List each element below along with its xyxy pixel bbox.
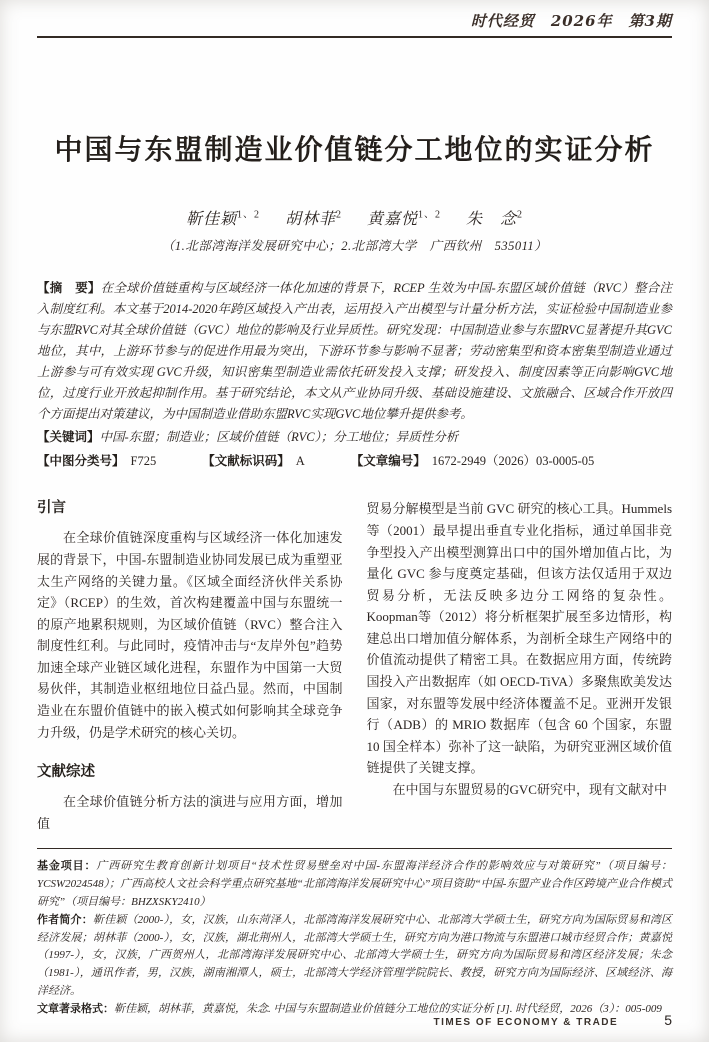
author-line (37, 206, 672, 229)
article-id-group (351, 451, 595, 472)
author (466, 211, 523, 228)
abstract-paragraph (37, 278, 672, 425)
clc-label: 【中图分类号】 (37, 454, 125, 469)
citation-format-label: 文章著录格式： (37, 1002, 114, 1015)
body-columns (37, 498, 672, 834)
affiliation-line: （1.北部湾海洋发展研究中心；2.北部湾大学 广西钦州 535011） (161, 239, 548, 254)
citation-format-text: 靳佳颖，胡林菲，黄嘉悦，朱念. 中国与东盟制造业价值链分工地位的实证分析 [J]. 时代经贸，2026（3）：005-009 (114, 1002, 662, 1015)
keywords-line (37, 427, 672, 448)
funding-text: 广西研究生教育创新计划项目“技术性贸易壁垒对中国-东盟海洋经济合作的影响效应与对策研究”（项目编号：YCSW2024548）；广西高校人文社会科学重点研究基地“北部湾海洋发展研究中心”项目资助“中国-东盟产业合作区跨境产业合作模式研究”（项目编号：BHZXSKY2410） (37, 860, 673, 909)
abstract-label: 【摘 要】 (37, 281, 101, 296)
journal-issue-line: 时代经贸 2026年 第3期 (470, 12, 672, 30)
left-column (37, 498, 343, 834)
clc-group (37, 451, 156, 472)
author (367, 211, 441, 228)
section-heading-introduction: 引言 (37, 500, 66, 517)
article-title: 中国与东盟制造业价值链分工地位的实证分析 (54, 134, 655, 165)
clc-value: F725 (130, 454, 157, 469)
doc-code-value: A (295, 454, 305, 469)
article-id-label: 【文章编号】 (350, 454, 426, 469)
abstract-text: 在全球价值链重构与区域经济一体化加速的背景下，RCEP 生效为中国-东盟区域价值链（RVC）整合注入制度红利。本文基于2014-2020年跨区域投入产出表，运用投入产出模型与计量分析方法，实证检验中国制造业参与东盟RVC对其全球价值链（GVC）地位的影响及行业异质性。研究发现：中国制造业参与东盟RVC显著提升其GVC地位，其中，上游环节参与的促进作用最为突出，下游环节参与影响不显著；劳动密集型和资本密集型制造业通过上游参与可有效实现 GVC升级，知识密集型制造业需依托研发投入支撑；研发投入、制度因素等正向影响GVC地位，过度行业开放起抑制作用。基于研究结论，本文从产业协同升级、基础设施建设、文旅融合、区域合作开放四个方面提出对策建议，为中国制造业借助东盟RVC实现GVC地位攀升提供参考。 (37, 281, 672, 422)
funding-label: 基金项目： (37, 860, 97, 873)
page-footer (37, 1012, 672, 1028)
literature-review-paragraph-2: 在中国与东盟贸易的GVC研究中，现有文献对中 (392, 782, 667, 798)
author-name: 靳佳颖 (185, 211, 237, 229)
footnote-rule (37, 848, 672, 849)
author-bio-label: 作者简介： (37, 913, 93, 926)
header-rule (37, 36, 672, 38)
doc-code-label: 【文献标识码】 (202, 454, 290, 469)
abstract-block (37, 278, 672, 472)
introduction-paragraph: 在全球价值链深度重构与区域经济一体化加速发展的背景下，中国-东盟制造业协同发展已成为重塑亚太生产网络的关键力量。《区域全面经济伙伴关系协定》（RCEP）的生效，首次构建覆盖中国与东盟统一的原产地累积规则，为区域价值链（RVC）整合注入制度性红利。与此同时，疫情冲击与“友岸外包”趋势加速全球产业链区域化进程，东盟作为中国第一大贸易伙伴，其制造业枢纽地位日益凸显。然而，中国制造业在东盟价值链中的嵌入模式如何影响其全球竞争力升级，仍是学术研究的核心关切。 (37, 530, 343, 740)
author-name: 黄嘉悦 (367, 211, 419, 229)
author-affiliation-superscript: 1、2 (236, 210, 260, 221)
doc-code-group (202, 451, 305, 472)
classification-line (37, 451, 672, 472)
author (285, 211, 342, 228)
funding-note (37, 858, 672, 911)
author-name: 朱 念 (466, 211, 518, 229)
literature-review-continuation: 贸易分解模型是当前 GVC 研究的核心工具。Hummels 等（2001）最早提出垂直专业化指标，通过单国非竞争型投入产出模型测算出口中的国外增加值占比，为量化 GVC 参与度奠定基础，但该方法仅适用于双边贸易分析，无法反映多边分工网络的复杂性。Koopman等（2012）将分析框架扩展至多边情形，构建总出口增加值分解体系，为剖析全球生产网络中的价值流动提供了精密工具。在数据应用方面，传统跨国投入产出数据库（如 OECD-TiVA）多聚焦欧美发达国家，对东盟等发展中经济体覆盖不足。亚洲开发银行（ADB）的 MRIO 数据库（包含 60 个国家，东盟 10 国全样本）弥补了这一缺陷，为研究亚洲区域价值链提供了关键支撑。 (366, 501, 673, 776)
keywords-label: 【关键词】 (37, 430, 100, 445)
literature-review-paragraph: 在全球价值链分析方法的演进与应用方面，增加值 (37, 794, 343, 831)
right-column (367, 498, 673, 834)
author-affiliation-superscript: 2 (517, 210, 524, 221)
page-number: 5 (664, 1012, 672, 1028)
section-heading-literature-review: 文献综述 (37, 764, 95, 781)
keywords-text: 中国-东盟；制造业；区域价值链（RVC）；分工地位；异质性分析 (99, 430, 459, 445)
footnote-block (37, 858, 672, 1018)
author-name: 胡林菲 (284, 211, 336, 229)
author (186, 211, 260, 228)
author-affiliation-superscript: 2 (336, 210, 342, 221)
article-id-value: 1672-2949（2026）03-0005-05 (431, 454, 595, 469)
journal-english-name: TIMES OF ECONOMY & TRADE (433, 1017, 619, 1028)
author-bio-note (37, 912, 672, 1001)
page-header (37, 0, 672, 31)
author-bio-text: 靳佳颖（2000-），女，汉族，山东菏泽人，北部湾海洋发展研究中心、北部湾大学硕士生，研究方向为国际贸易和湾区经济发展；胡林菲（2000-），女，汉族，湖北荆州人，北部湾大学硕士生，研究方向为港口物流与东盟港口城市经贸合作；黄嘉悦（1997-），女，汉族，广西贺州人，北部湾海洋发展研究中心、北部湾大学硕士生，研究方向为国际贸易和湾区经济发展；朱念（1981-），通讯作者，男，汉族，湖南湘潭人，硕士，北部湾大学经济管理学院院长、教授，研究方向为国际经济、区域经济、海洋经济。 (37, 913, 673, 998)
author-affiliation-superscript: 1、2 (418, 210, 442, 221)
